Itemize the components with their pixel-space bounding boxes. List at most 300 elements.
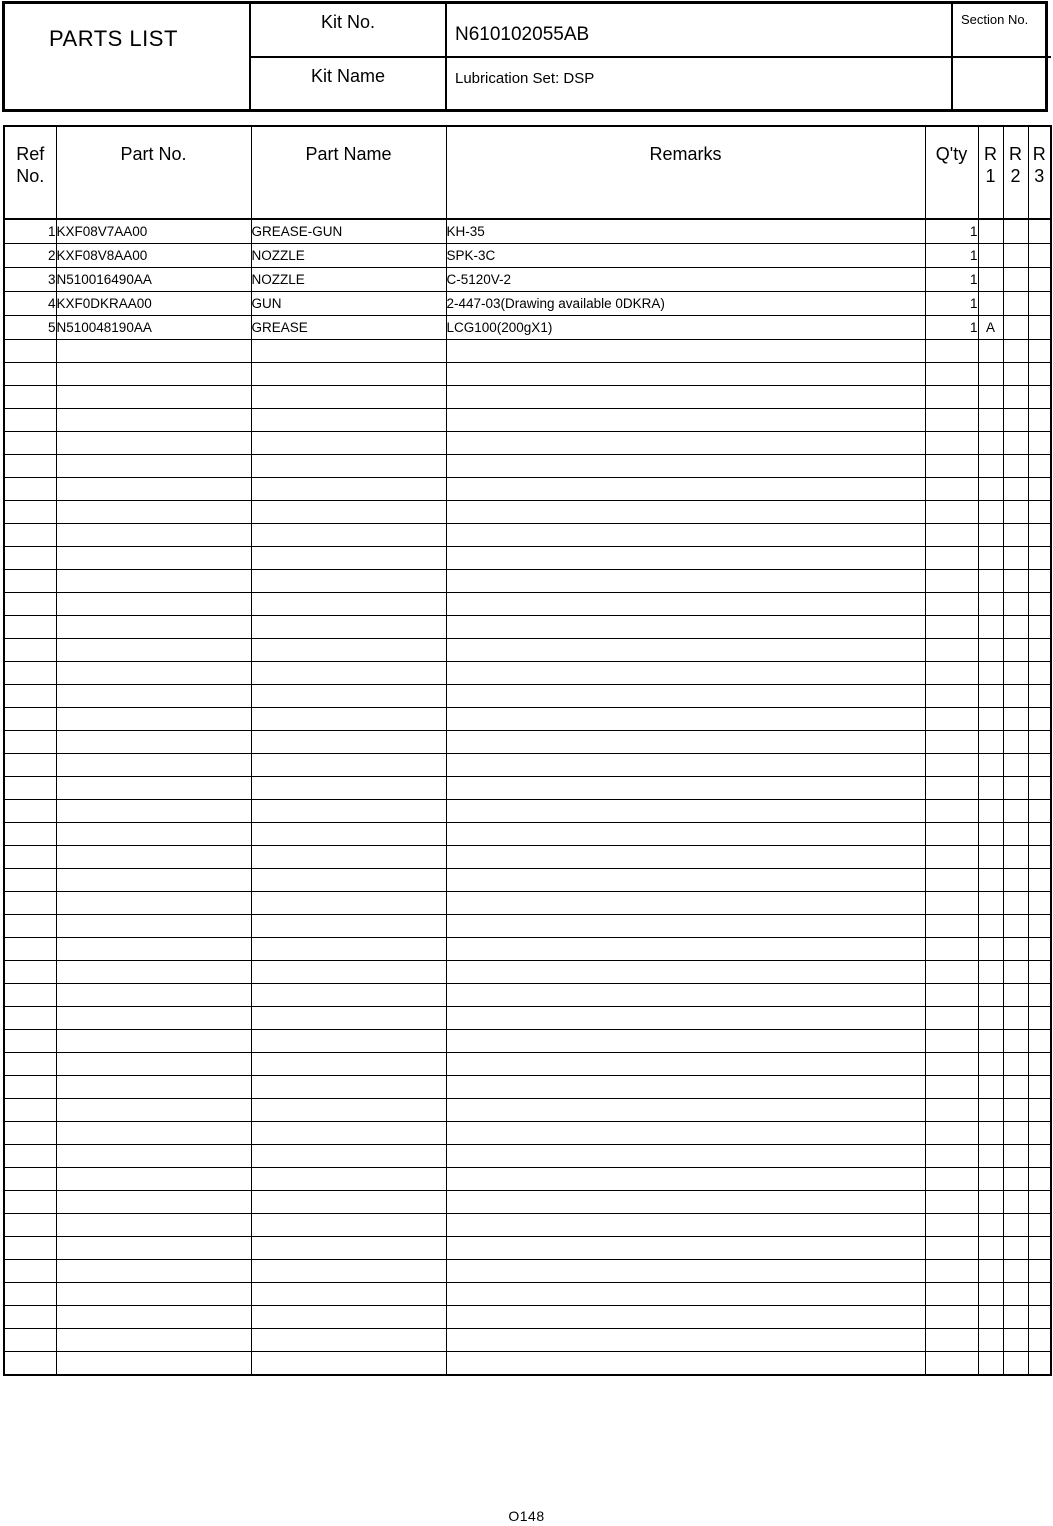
cell-remarks (446, 731, 925, 754)
cell-qty (925, 639, 978, 662)
cell-qty (925, 1030, 978, 1053)
table-row-blank (4, 1283, 1051, 1306)
cell-ref-no (4, 1076, 56, 1099)
cell-r2 (1003, 1214, 1028, 1237)
cell-part-name (251, 1168, 446, 1191)
cell-r1 (978, 501, 1003, 524)
cell-ref-no (4, 1145, 56, 1168)
cell-ref-no (4, 409, 56, 432)
cell-ref-no (4, 1260, 56, 1283)
cell-ref-no (4, 570, 56, 593)
cell-r2 (1003, 708, 1028, 731)
cell-r3 (1028, 501, 1051, 524)
cell-r1 (978, 1237, 1003, 1260)
cell-part-name (251, 1145, 446, 1168)
cell-part-no (56, 708, 251, 731)
cell-part-name (251, 869, 446, 892)
cell-remarks (446, 1237, 925, 1260)
cell-remarks (446, 501, 925, 524)
cell-part-no (56, 1007, 251, 1030)
cell-part-no (56, 1352, 251, 1375)
cell-part-no: N510048190AA (56, 316, 251, 340)
cell-part-no (56, 363, 251, 386)
cell-ref-no (4, 938, 56, 961)
cell-qty (925, 892, 978, 915)
cell-r3 (1028, 1283, 1051, 1306)
cell-r3 (1028, 570, 1051, 593)
cell-ref-no: 2 (4, 244, 56, 268)
cell-r1 (978, 1030, 1003, 1053)
cell-remarks (446, 1191, 925, 1214)
cell-qty (925, 984, 978, 1007)
cell-part-name (251, 984, 446, 1007)
cell-part-no (56, 915, 251, 938)
cell-qty (925, 593, 978, 616)
parts-table (3, 125, 1052, 1376)
cell-ref-no (4, 869, 56, 892)
cell-r3 (1028, 915, 1051, 938)
cell-r2 (1003, 316, 1028, 340)
cell-part-no (56, 547, 251, 570)
cell-part-no (56, 501, 251, 524)
cell-r2 (1003, 501, 1028, 524)
cell-part-name (251, 524, 446, 547)
cell-remarks (446, 1283, 925, 1306)
table-row-blank (4, 1352, 1051, 1375)
table-row-blank (4, 593, 1051, 616)
cell-part-no (56, 685, 251, 708)
cell-ref-no (4, 547, 56, 570)
cell-qty (925, 1237, 978, 1260)
cell-remarks (446, 800, 925, 823)
cell-r2 (1003, 340, 1028, 363)
cell-r3 (1028, 1053, 1051, 1076)
col-header-remarks: Remarks (446, 126, 925, 219)
cell-qty (925, 915, 978, 938)
table-row-blank (4, 823, 1051, 846)
cell-ref-no (4, 1007, 56, 1030)
cell-part-name (251, 731, 446, 754)
cell-remarks (446, 984, 925, 1007)
cell-part-no (56, 754, 251, 777)
col-header-r1: R 1 (978, 126, 1003, 219)
cell-remarks (446, 708, 925, 731)
table-row (4, 219, 1051, 244)
cell-r2 (1003, 1237, 1028, 1260)
cell-r2 (1003, 846, 1028, 869)
cell-part-no (56, 570, 251, 593)
cell-r2 (1003, 938, 1028, 961)
cell-qty (925, 731, 978, 754)
cell-r1 (978, 777, 1003, 800)
cell-r2 (1003, 292, 1028, 316)
cell-r1 (978, 1306, 1003, 1329)
cell-part-name (251, 662, 446, 685)
cell-r2 (1003, 754, 1028, 777)
cell-qty (925, 938, 978, 961)
table-row-blank (4, 754, 1051, 777)
cell-r1 (978, 409, 1003, 432)
cell-r3 (1028, 1145, 1051, 1168)
table-row-blank (4, 662, 1051, 685)
cell-part-name: GREASE (251, 316, 446, 340)
kit-no-value: N610102055AB (447, 4, 953, 58)
cell-part-no (56, 455, 251, 478)
cell-r3 (1028, 386, 1051, 409)
cell-r3 (1028, 984, 1051, 1007)
table-row-blank (4, 1053, 1051, 1076)
cell-qty (925, 961, 978, 984)
cell-part-no (56, 1283, 251, 1306)
parts-table-body (4, 219, 1051, 1375)
cell-part-no (56, 1099, 251, 1122)
cell-remarks: KH-35 (446, 219, 925, 244)
cell-ref-no (4, 1352, 56, 1375)
cell-qty (925, 1260, 978, 1283)
cell-r1 (978, 892, 1003, 915)
cell-part-no: KXF0DKRAA00 (56, 292, 251, 316)
cell-part-no (56, 938, 251, 961)
cell-r2 (1003, 731, 1028, 754)
cell-qty (925, 386, 978, 409)
cell-remarks (446, 340, 925, 363)
cell-qty: 1 (925, 219, 978, 244)
kit-name-value: Lubrication Set: DSP (447, 58, 953, 109)
cell-ref-no (4, 1306, 56, 1329)
cell-part-name (251, 1053, 446, 1076)
cell-qty (925, 524, 978, 547)
cell-r2 (1003, 800, 1028, 823)
cell-r1 (978, 1191, 1003, 1214)
cell-part-name (251, 616, 446, 639)
cell-r2 (1003, 1099, 1028, 1122)
cell-remarks (446, 892, 925, 915)
cell-r1 (978, 363, 1003, 386)
table-row-blank (4, 639, 1051, 662)
cell-ref-no (4, 1168, 56, 1191)
cell-part-no (56, 1260, 251, 1283)
cell-qty (925, 1145, 978, 1168)
cell-r2 (1003, 984, 1028, 1007)
cell-remarks (446, 616, 925, 639)
cell-remarks (446, 524, 925, 547)
cell-r2 (1003, 268, 1028, 292)
table-row-blank (4, 616, 1051, 639)
cell-qty (925, 1099, 978, 1122)
cell-r2 (1003, 524, 1028, 547)
cell-part-name (251, 593, 446, 616)
table-row-blank (4, 731, 1051, 754)
cell-part-name (251, 961, 446, 984)
cell-remarks (446, 363, 925, 386)
cell-r3 (1028, 432, 1051, 455)
table-row-blank (4, 1076, 1051, 1099)
cell-r3 (1028, 1007, 1051, 1030)
cell-remarks (446, 915, 925, 938)
cell-r2 (1003, 455, 1028, 478)
cell-remarks: SPK-3C (446, 244, 925, 268)
cell-r3 (1028, 662, 1051, 685)
table-row-blank (4, 501, 1051, 524)
cell-part-name (251, 1191, 446, 1214)
cell-ref-no (4, 892, 56, 915)
cell-qty (925, 685, 978, 708)
cell-ref-no (4, 455, 56, 478)
cell-r3 (1028, 292, 1051, 316)
cell-r1 (978, 731, 1003, 754)
cell-remarks (446, 662, 925, 685)
cell-ref-no (4, 363, 56, 386)
cell-remarks (446, 1214, 925, 1237)
cell-qty (925, 800, 978, 823)
table-row (4, 244, 1051, 268)
table-row-blank (4, 1260, 1051, 1283)
cell-r2 (1003, 961, 1028, 984)
cell-r3 (1028, 524, 1051, 547)
cell-qty (925, 1352, 978, 1375)
table-header-row (4, 126, 1051, 219)
cell-remarks (446, 547, 925, 570)
cell-remarks (446, 1053, 925, 1076)
cell-r2 (1003, 662, 1028, 685)
cell-r1 (978, 593, 1003, 616)
cell-r2 (1003, 1122, 1028, 1145)
cell-ref-no (4, 1030, 56, 1053)
cell-r2 (1003, 1260, 1028, 1283)
cell-r3 (1028, 593, 1051, 616)
cell-qty (925, 1191, 978, 1214)
cell-r3 (1028, 1260, 1051, 1283)
cell-r2 (1003, 1191, 1028, 1214)
cell-r1 (978, 754, 1003, 777)
cell-r3 (1028, 938, 1051, 961)
cell-part-no (56, 340, 251, 363)
cell-part-name (251, 754, 446, 777)
table-row-blank (4, 708, 1051, 731)
cell-remarks (446, 1030, 925, 1053)
cell-r3 (1028, 1237, 1051, 1260)
cell-r3 (1028, 1329, 1051, 1352)
cell-ref-no (4, 639, 56, 662)
cell-r2 (1003, 1306, 1028, 1329)
cell-remarks (446, 409, 925, 432)
cell-remarks (446, 386, 925, 409)
cell-ref-no (4, 984, 56, 1007)
cell-qty (925, 409, 978, 432)
cell-qty (925, 777, 978, 800)
cell-r2 (1003, 1145, 1028, 1168)
cell-part-no (56, 524, 251, 547)
cell-part-name (251, 846, 446, 869)
cell-part-no (56, 1306, 251, 1329)
cell-r1 (978, 961, 1003, 984)
cell-ref-no (4, 593, 56, 616)
cell-part-no (56, 1191, 251, 1214)
cell-r3 (1028, 1191, 1051, 1214)
cell-part-no (56, 478, 251, 501)
cell-remarks (446, 823, 925, 846)
table-row-blank (4, 777, 1051, 800)
cell-remarks (446, 869, 925, 892)
cell-r3 (1028, 961, 1051, 984)
cell-ref-no: 5 (4, 316, 56, 340)
cell-r3 (1028, 409, 1051, 432)
col-header-ref-no: Ref No. (4, 126, 56, 219)
cell-remarks (446, 1099, 925, 1122)
table-row-blank (4, 409, 1051, 432)
cell-r2 (1003, 685, 1028, 708)
cell-part-no (56, 593, 251, 616)
cell-remarks (446, 1168, 925, 1191)
cell-r3 (1028, 1076, 1051, 1099)
table-row-blank (4, 1237, 1051, 1260)
cell-qty (925, 616, 978, 639)
cell-qty (925, 1122, 978, 1145)
cell-ref-no (4, 1122, 56, 1145)
parts-list-header (2, 1, 1048, 112)
cell-remarks (446, 593, 925, 616)
cell-r2 (1003, 219, 1028, 244)
cell-remarks: 2-447-03(Drawing available 0DKRA) (446, 292, 925, 316)
table-row-blank (4, 386, 1051, 409)
cell-qty (925, 501, 978, 524)
cell-part-no (56, 846, 251, 869)
cell-r2 (1003, 823, 1028, 846)
cell-r1 (978, 524, 1003, 547)
cell-part-no (56, 1030, 251, 1053)
cell-r1 (978, 219, 1003, 244)
cell-part-no (56, 823, 251, 846)
cell-r1 (978, 708, 1003, 731)
cell-ref-no (4, 662, 56, 685)
cell-r1 (978, 800, 1003, 823)
cell-part-name (251, 1237, 446, 1260)
cell-r2 (1003, 1168, 1028, 1191)
cell-r1 (978, 1007, 1003, 1030)
cell-part-no (56, 1145, 251, 1168)
cell-qty: 1 (925, 316, 978, 340)
table-row-blank (4, 1191, 1051, 1214)
cell-qty (925, 455, 978, 478)
cell-part-no (56, 984, 251, 1007)
cell-r3 (1028, 1099, 1051, 1122)
cell-part-no (56, 869, 251, 892)
cell-r2 (1003, 363, 1028, 386)
cell-part-no (56, 432, 251, 455)
cell-part-name (251, 1352, 446, 1375)
cell-r1 (978, 340, 1003, 363)
document-title: PARTS LIST (5, 4, 251, 109)
cell-ref-no (4, 478, 56, 501)
cell-r1 (978, 1053, 1003, 1076)
cell-remarks (446, 1306, 925, 1329)
cell-r1 (978, 1260, 1003, 1283)
cell-ref-no (4, 1237, 56, 1260)
cell-qty (925, 1214, 978, 1237)
cell-r3 (1028, 754, 1051, 777)
table-row-blank (4, 1329, 1051, 1352)
cell-part-name (251, 570, 446, 593)
table-row-blank (4, 524, 1051, 547)
cell-part-name (251, 1214, 446, 1237)
table-row-blank (4, 800, 1051, 823)
table-row-blank (4, 846, 1051, 869)
cell-r2 (1003, 915, 1028, 938)
cell-part-name (251, 1099, 446, 1122)
cell-part-no (56, 731, 251, 754)
cell-part-no (56, 409, 251, 432)
cell-part-name (251, 1329, 446, 1352)
cell-qty (925, 869, 978, 892)
cell-part-name: NOZZLE (251, 268, 446, 292)
cell-part-name (251, 386, 446, 409)
cell-ref-no (4, 1191, 56, 1214)
cell-r2 (1003, 777, 1028, 800)
cell-ref-no (4, 501, 56, 524)
cell-qty (925, 1007, 978, 1030)
cell-part-no (56, 616, 251, 639)
cell-part-name (251, 708, 446, 731)
table-row-blank (4, 570, 1051, 593)
table-row-blank (4, 961, 1051, 984)
cell-part-name: GREASE-GUN (251, 219, 446, 244)
cell-r2 (1003, 570, 1028, 593)
cell-part-no: KXF08V7AA00 (56, 219, 251, 244)
cell-part-no (56, 1214, 251, 1237)
cell-part-no (56, 800, 251, 823)
cell-remarks (446, 1260, 925, 1283)
cell-r2 (1003, 547, 1028, 570)
cell-remarks (446, 846, 925, 869)
col-header-r2: R 2 (1003, 126, 1028, 219)
table-row-blank (4, 984, 1051, 1007)
cell-r3 (1028, 1168, 1051, 1191)
cell-r2 (1003, 386, 1028, 409)
cell-qty (925, 1306, 978, 1329)
cell-r3 (1028, 1352, 1051, 1375)
cell-r1 (978, 869, 1003, 892)
cell-r3 (1028, 268, 1051, 292)
section-no-label: Section No. (953, 4, 1051, 58)
cell-r2 (1003, 639, 1028, 662)
cell-r2 (1003, 616, 1028, 639)
table-row-blank (4, 1007, 1051, 1030)
table-row-blank (4, 1030, 1051, 1053)
cell-qty (925, 1053, 978, 1076)
col-header-part-name: Part Name (251, 126, 446, 219)
cell-part-name (251, 1007, 446, 1030)
cell-qty (925, 432, 978, 455)
cell-remarks (446, 455, 925, 478)
cell-remarks (446, 1122, 925, 1145)
cell-ref-no (4, 685, 56, 708)
cell-r1 (978, 984, 1003, 1007)
cell-qty (925, 363, 978, 386)
cell-part-no (56, 961, 251, 984)
cell-qty (925, 1076, 978, 1099)
table-row (4, 292, 1051, 316)
cell-qty (925, 478, 978, 501)
cell-r3 (1028, 219, 1051, 244)
cell-qty (925, 1329, 978, 1352)
cell-r3 (1028, 639, 1051, 662)
cell-r1 (978, 570, 1003, 593)
cell-r1 (978, 1168, 1003, 1191)
cell-ref-no (4, 616, 56, 639)
cell-r2 (1003, 593, 1028, 616)
cell-r1 (978, 432, 1003, 455)
cell-r1 (978, 268, 1003, 292)
